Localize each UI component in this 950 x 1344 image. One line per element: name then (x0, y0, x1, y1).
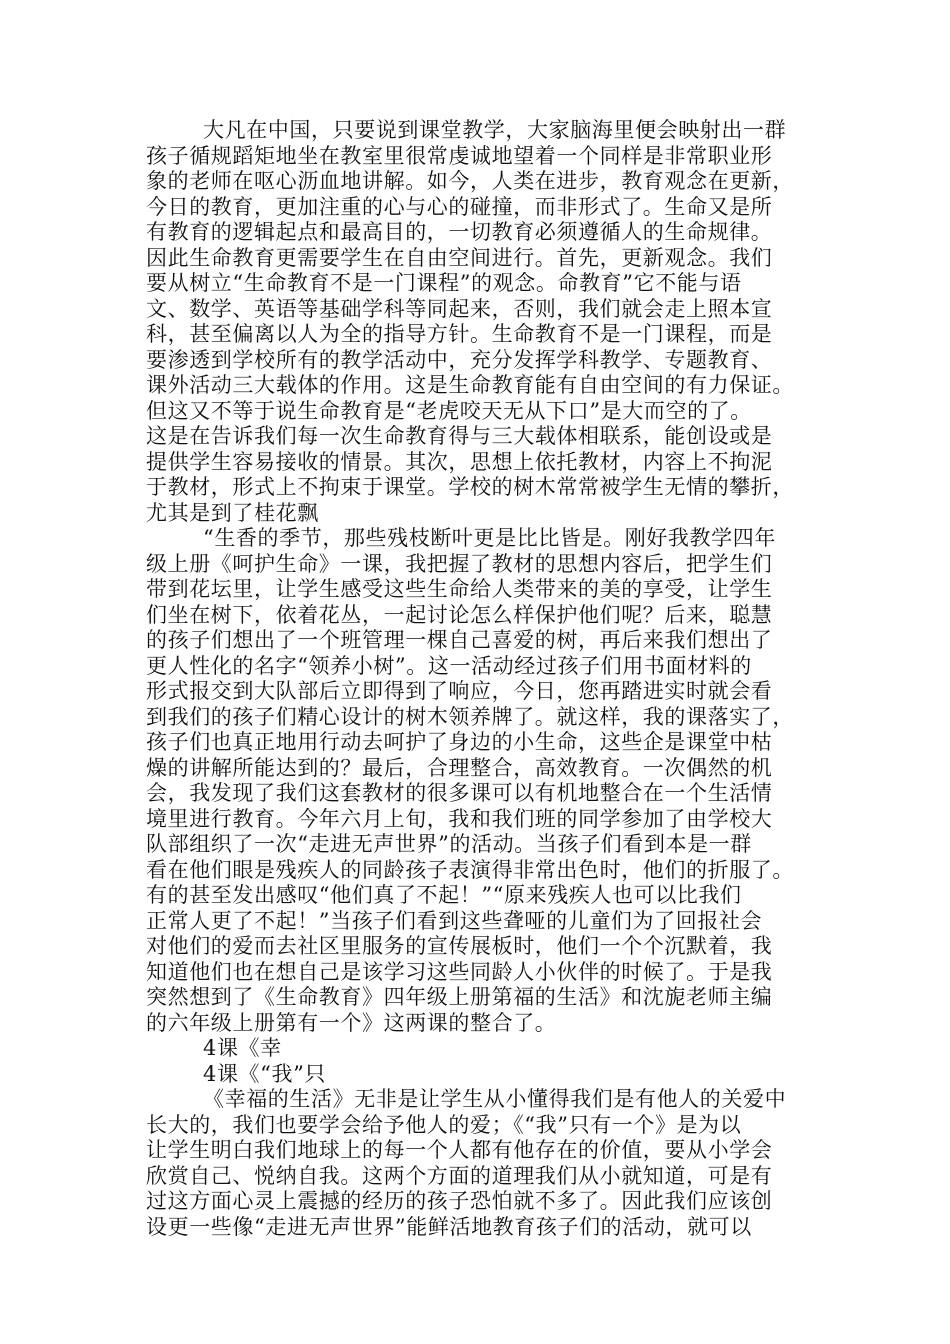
text-line: 有教育的逻辑起点和最高目的，一切教育必须遵循人的生命规律。 (146, 220, 773, 244)
text-line: 4课《幸 (203, 1036, 282, 1060)
text-line: 知道他们也在想自己是该学习这些同龄人小伙伴的时候了。于是我 (146, 959, 773, 984)
text-line: 们坐在树下，依着花丛，一起讨论怎么样保护他们呢？后来，聪慧 (146, 602, 773, 627)
text-line: 课外活动三大载体的作用。这是生命教育能有自由空间的有力保证。 (146, 373, 794, 397)
text-line: 于教材，形式上不拘束于课堂。学校的树木常常被学生无情的攀折， (146, 475, 794, 499)
text-line: 孩子们也真正地用行动去呵护了身边的小生命，这些企是课堂中枯 (146, 730, 773, 754)
text-line: 有的甚至发出感叹“他们真了不起！”“原来残疾人也可以比我们 (146, 883, 742, 907)
text-line: 会，我发现了我们这套教材的很多课可以有机地整合在一个生活情 (146, 781, 773, 805)
text-line: 但这又不等于说生命教育是“老虎咬天无从下口”是大而空的了。 (146, 398, 752, 423)
text-line: 让学生明白我们地球上的每一个人都有他存在的价值，要从小学会 (146, 1138, 773, 1162)
text-line: 级上册《呵护生命》一课，我把握了教材的思想内容后，把学生们 (146, 551, 773, 576)
text-line: 过这方面心灵上震撼的经历的孩子恐怕就不多了。因此我们应该创 (146, 1189, 773, 1213)
text-line: 的六年级上册第有一个》这两课的整合了。 (146, 1010, 557, 1035)
text-line: 《幸福的生活》无非是让学生从小懂得我们是有他人的关爱中 (203, 1087, 787, 1111)
text-line: 长大的，我们也要学会给予他人的爱；《“我”只有一个》是为以 (146, 1112, 742, 1137)
text-line: 今日的教育，更加注重的心与心的碰撞，而非形式了。生命又是所 (146, 194, 773, 219)
text-line: 大凡在中国，只要说到课堂教学，大家脑海里便会映射出一群 (203, 118, 787, 142)
text-line: 这是在告诉我们每一次生命教育得与三大载体相联系，能创设或是 (146, 424, 773, 448)
document-page (146, 118, 822, 1240)
text-line: 更人性化的名字“领养小树”。这一活动经过孩子们用书面材料的 (146, 653, 752, 678)
text-line: 的孩子们想出了一个班管理一棵自己喜爱的树，再后来我们想出了 (146, 628, 773, 652)
text-line: 设更一些像“走进无声世界”能鲜活地教育孩子们的活动，就可以 (146, 1214, 752, 1239)
text-line: 燥的讲解所能达到的？最后，合理整合，高效教育。一次偶然的机 (146, 755, 773, 780)
text-line: 境里进行教育。今年六月上旬，我和我们班的同学参加了由学校大 (146, 806, 773, 831)
text-line: 看在他们眼是残疾人的同龄孩子表演得非常出色时，他们的折服了。 (146, 857, 794, 882)
text-line: 到我们的孩子们精心设计的树木领养牌了。就这样，我的课落实了， (146, 704, 794, 729)
text-line: 队部组织了一次“走进无声世界”的活动。当孩子们看到本是一群 (146, 832, 752, 856)
text-line: 突然想到了《生命教育》四年级上册第福的生活》和沈旎老师主编 (146, 985, 773, 1009)
text-line: 提供学生容易接收的情景。其次，思想上依托教材，内容上不拘泥 (146, 449, 773, 474)
text-line: 孩子循规蹈矩地坐在教室里很常虔诚地望着一个同样是非常职业形 (146, 143, 773, 168)
text-line: 要从树立“生命教育不是一门课程”的观念。命教育”它不能与语 (146, 271, 742, 295)
text-line: 因此生命教育更需要学生在自由空间进行。首先，更新观念。我们 (146, 245, 773, 270)
text-line: 形式报交到大队部后立即得到了响应，今日，您再踏进实时就会看 (146, 679, 773, 703)
text-line: 对他们的爱而去社区里服务的宣传展板时，他们一个个沉默着，我 (146, 934, 773, 958)
text-line: 欣赏自己、悦纳自我。这两个方面的道理我们从小就知道，可是有 (146, 1163, 773, 1188)
text-line: “生香的季节，那些残枝断叶更是比比皆是。刚好我教学四年 (203, 526, 776, 550)
text-line: 象的老师在呕心沥血地讲解。如今，人类在进步，教育观念在更新， (146, 169, 794, 193)
text-line: 4课《“我”只 (203, 1061, 327, 1086)
text-line: 文、数学、英语等基础学科等同起来，否则，我们就会走上照本宣 (146, 296, 773, 321)
text-line: 要渗透到学校所有的教学活动中，充分发挥学科教学、专题教育、 (146, 347, 773, 372)
text-line: 带到花坛里，让学生感受这些生命给人类带来的美的享受，让学生 (146, 577, 773, 601)
text-line: 正常人更了不起！”当孩子们看到这些聋哑的儿童们为了回报社会 (146, 908, 763, 933)
text-line: 尤其是到了桂花飘 (146, 500, 319, 525)
text-line: 科，甚至偏离以人为全的指导方针。生命教育不是一门课程，而是 (146, 322, 773, 346)
